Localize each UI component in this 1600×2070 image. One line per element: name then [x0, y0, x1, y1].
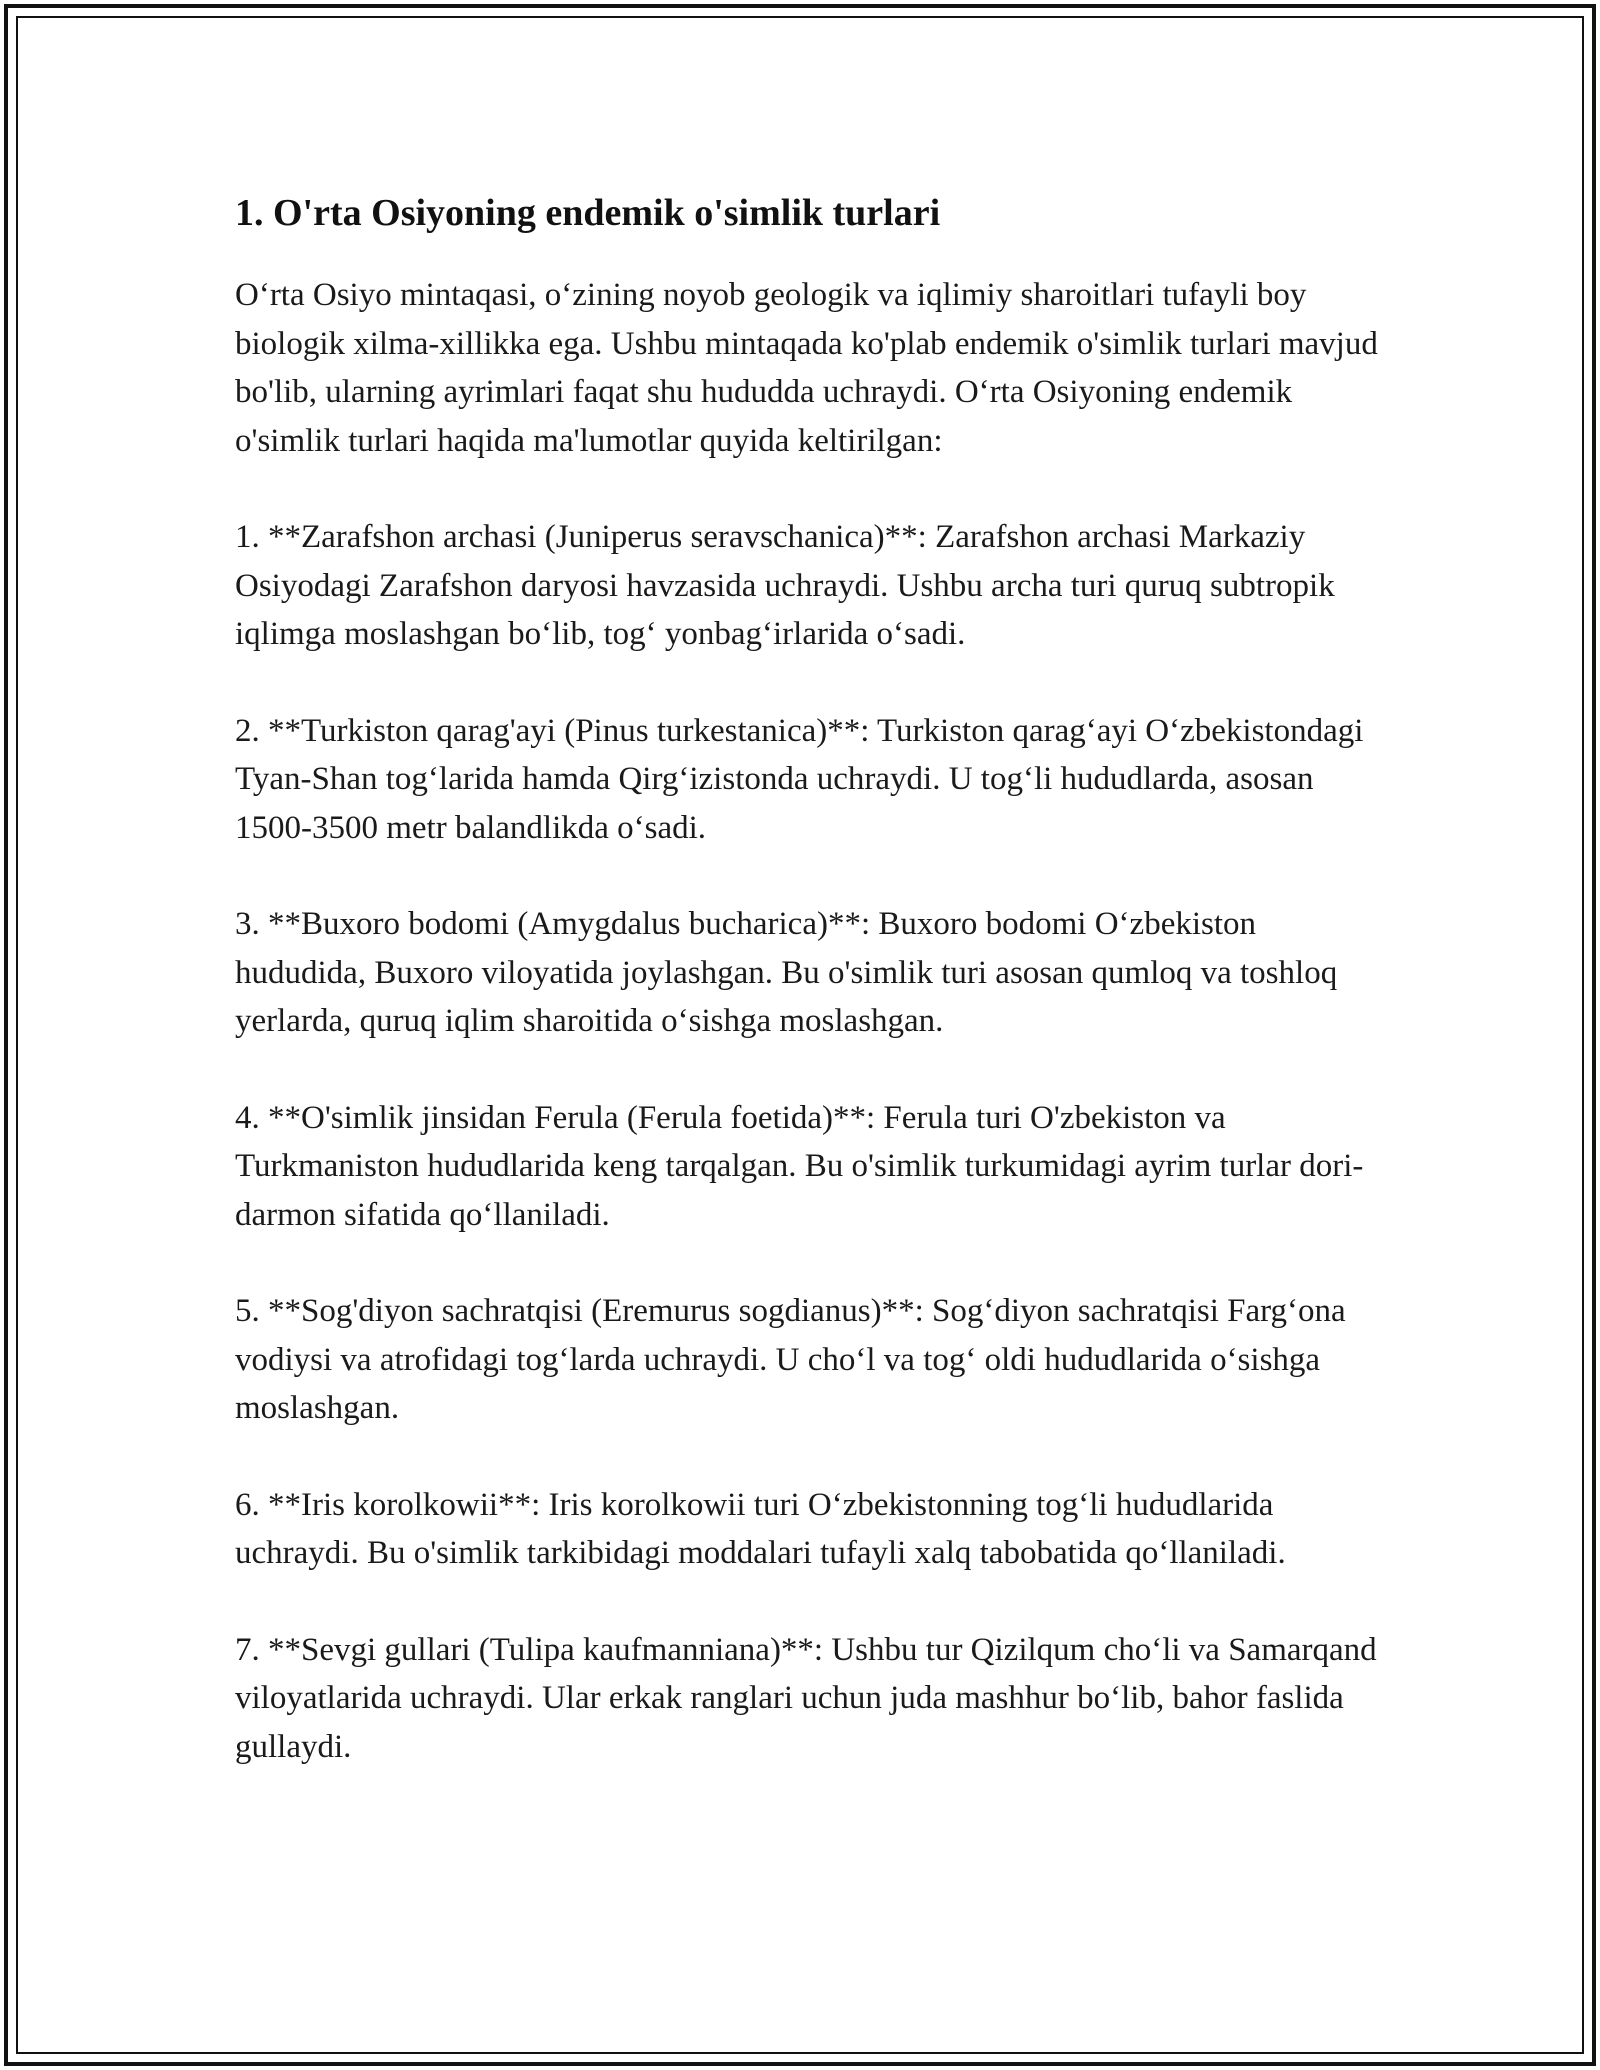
list-item-zarafshon-archasi: 1. **Zarafshon archasi (Juniperus seravschanica)**: Zarafshon archasi Markaziy Osiyodagi Zarafshon daryosi havzasida uchraydi. Ushbu archa turi quruq subtropik iqlimga moslashgan bo‘lib, tog‘ yonbag‘irlarida o‘sadi.	[235, 519, 1335, 652]
list-item-ferula: 4. **O'simlik jinsidan Ferula (Ferula foetida)**: Ferula turi O'zbekiston va Turkmaniston hududlarida keng tarqalgan. Bu o'simlik turkumidagi ayrim turlar dori-darmon sifatida qo‘llaniladi.	[235, 1099, 1364, 1233]
list-item-sogdiyon-sachratqisi: 5. **Sog'diyon sachratqisi (Eremurus sogdianus)**: Sog‘diyon sachratqisi Farg‘ona vodiysi va atrofidagi tog‘larda uchraydi. U cho‘l va tog‘ oldi hududlarida o‘sishga moslashgan.	[235, 1293, 1346, 1426]
list-item-turkiston-qaragayi: 2. **Turkiston qarag'ayi (Pinus turkestanica)**: Turkiston qarag‘ayi O‘zbekistondagi Tyan-Shan tog‘larida hamda Qirg‘izistonda uchraydi. U tog‘li hududlarda, asosan 1500-3500 metr balandlikda o‘sadi.	[235, 712, 1364, 846]
list-item-buxoro-bodomi: 3. **Buxoro bodomi (Amygdalus bucharica)**: Buxoro bodomi O‘zbekiston hududida, Buxoro viloyatida joylashgan. Bu o'simlik turi asosan qumloq va toshloq yerlarda, quruq iqlim sharoitida o‘sishga moslashgan.	[235, 906, 1338, 1039]
intro-paragraph: O‘rta Osiyo mintaqasi, o‘zining noyob geologik va iqlimiy sharoitlari tufayli boy biologik xilma-xillikka ega. Ushbu mintaqada ko'plab endemik o'simlik turlari mavjud bo'lib, ularning ayrimlari faqat shu hududda uchraydi. O‘rta Osiyoning endemik o'simlik turlari haqida ma'lumotlar quyida keltirilgan:	[235, 277, 1378, 459]
list-item-sevgi-gullari: 7. **Sevgi gullari (Tulipa kaufmanniana)**: Ushbu tur Qizilqum cho‘li va Samarqand viloyatlarida uchraydi. Ular erkak ranglari uchun juda mashhur bo‘lib, bahor faslida gullaydi.	[235, 1631, 1377, 1765]
list-item-iris-korolkowii: 6. **Iris korolkowii**: Iris korolkowii turi O‘zbekistonning tog‘li hududlarida uchraydi. Bu o'simlik tarkibidagi moddalari tufayli xalq tabobatida qo‘llaniladi.	[235, 1486, 1286, 1571]
document-body	[235, 185, 1385, 1819]
document-heading: 1. O'rta Osiyoning endemik o'simlik turlari	[235, 192, 941, 234]
